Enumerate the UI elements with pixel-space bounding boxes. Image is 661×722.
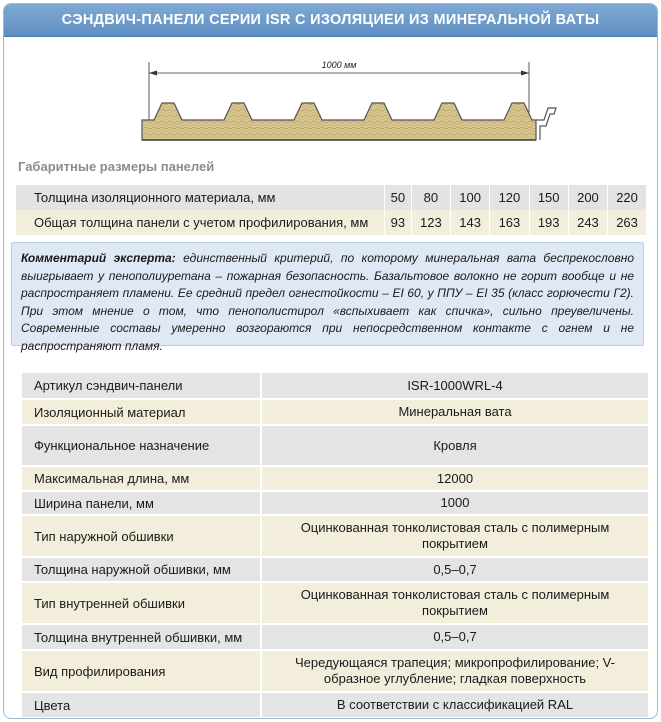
spec-key: Вид профилирования: [22, 650, 261, 692]
table-row: [22, 491, 648, 515]
table-row: [22, 650, 648, 692]
table-row: [22, 582, 648, 624]
spec-key: Максимальная длина, мм: [22, 466, 261, 491]
table-cell: 163: [490, 210, 529, 235]
table-cell: 100: [451, 185, 490, 210]
spec-value: 0,5–0,7: [261, 624, 648, 650]
table-cell: 220: [608, 185, 646, 210]
table-cell: 93: [385, 210, 412, 235]
table-cell: 143: [451, 210, 490, 235]
infographic-card: [3, 3, 658, 719]
page-title: СЭНДВИЧ-ПАНЕЛИ СЕРИИ ISR С ИЗОЛЯЦИЕИ ИЗ МИНЕРАЛЬНОЙ ВАТЫ: [4, 4, 657, 37]
spec-value: Минеральная вата: [261, 399, 648, 425]
row-label: Толщина изоляционного материала, мм: [16, 185, 385, 210]
table-row: [16, 185, 646, 210]
table-row: [22, 466, 648, 491]
table-row: [22, 515, 648, 557]
spec-key: Тип внутренней обшивки: [22, 582, 261, 624]
spec-value: Оцинкованная тонколистовая сталь с полимерным покрытием: [261, 582, 648, 624]
table-cell: 243: [568, 210, 607, 235]
spec-key: Изоляционный материал: [22, 399, 261, 425]
spec-value: Чередующаяся трапеция; микропрофилирование; V-образное углубление; гладкая поверхность: [261, 650, 648, 692]
table-cell: 200: [568, 185, 607, 210]
spec-key: Толщина наружной обшивки, мм: [22, 557, 261, 582]
panel-profile-diagram: [104, 48, 574, 158]
dimension-arrow-right: [521, 71, 529, 76]
spec-key: Артикул сэндвич-панели: [22, 373, 261, 399]
table-row: [22, 425, 648, 466]
spec-value: 1000: [261, 491, 648, 515]
table-cell: 80: [411, 185, 450, 210]
spec-key: Цвета: [22, 692, 261, 718]
table-row: [16, 210, 646, 235]
spec-key: Тип наружной обшивки: [22, 515, 261, 557]
spec-value: 12000: [261, 466, 648, 491]
table-row: [22, 373, 648, 399]
table-cell: 120: [490, 185, 529, 210]
spec-key: Ширина панели, мм: [22, 491, 261, 515]
spec-value: Кровля: [261, 425, 648, 466]
table-cell: 50: [385, 185, 412, 210]
dimensions-table: [16, 185, 646, 235]
spec-value: В соответствии с классификацией RAL: [261, 692, 648, 718]
dimension-label: 1000 мм: [321, 60, 357, 70]
panel-lock: [536, 108, 556, 140]
table-row: [22, 692, 648, 718]
spec-value: 0,5–0,7: [261, 557, 648, 582]
spec-value: ISR-1000WRL-4: [261, 373, 648, 399]
spec-key: Функциональное назначение: [22, 425, 261, 466]
table-cell: 150: [529, 185, 568, 210]
panel-insulation: [142, 103, 536, 140]
dimensions-title: Габаритные размеры панелей: [18, 159, 215, 174]
expert-comment: [11, 242, 644, 353]
table-row: [22, 624, 648, 650]
comment-lead: Комментарий эксперта:: [21, 251, 176, 265]
table-cell: 193: [529, 210, 568, 235]
comment-text: единственный критерий, по которому минеральная вата беспрекословно выигрывает у пенополиуретана – пожарная безопасность. Базальтовое волокно не горит вообще и не распространяет пламени. Ее средний предел огнестойкости – EI 60, у ППУ – EI 35 (класс горючести Г2). При этом мнение о том, что пенополистирол «вспыхивает как спичка», сильно преувеличены. Современные составы умеренно возгораются при непосредственном контакте с огнем и не распространяют пламя.: [21, 251, 634, 353]
spec-table: [22, 373, 648, 719]
spec-key: Толщина внутренней обшивки, мм: [22, 624, 261, 650]
table-row: [22, 399, 648, 425]
dimension-arrow-left: [149, 71, 157, 76]
table-cell: 263: [608, 210, 646, 235]
row-label: Общая толщина панели с учетом профилирования, мм: [16, 210, 385, 235]
table-cell: 123: [411, 210, 450, 235]
table-row: [22, 557, 648, 582]
spec-value: Оцинкованная тонколистовая сталь с полимерным покрытием: [261, 515, 648, 557]
